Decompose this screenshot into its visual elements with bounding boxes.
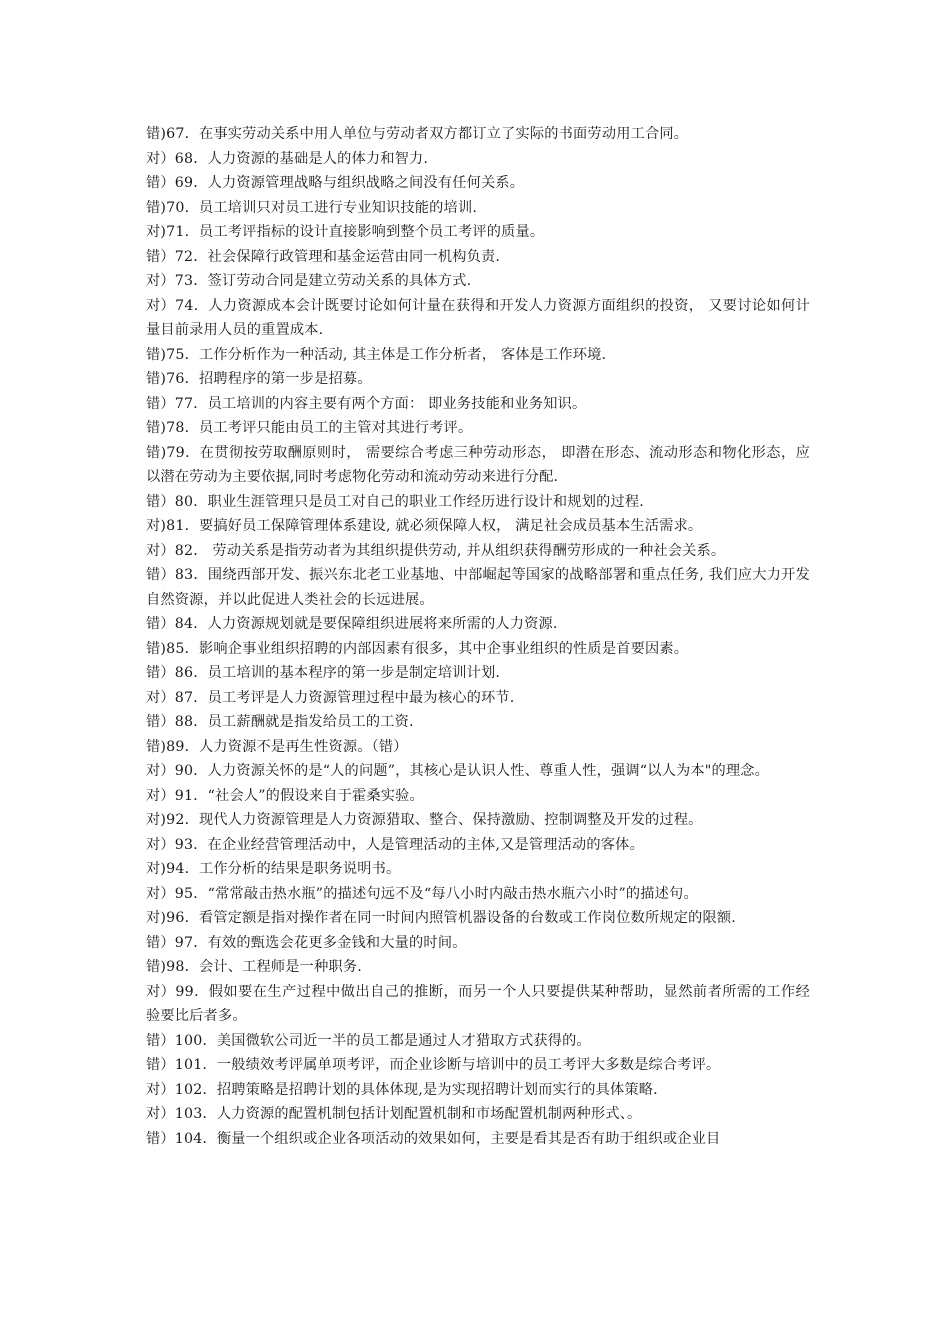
question-item: 错)76．招聘程序的第一步是招募。 [146,371,372,387]
question-item: 错）100．美国微软公司近一半的员工都是通过人才猎取方式获得的。 [146,1032,591,1049]
question-item: 错)67．在事实劳动关系中用人单位与劳动者双方都订立了实际的书面劳动用工合同。 [146,126,689,142]
question-item: 错）86．员工培训的基本程序的第一步是制定培训计划. [146,665,501,681]
question-item: 对）90．人力资源关怀的是“人的问题”，其核心是认识人性、尊重人性，强调“以人为本"的理念。 [146,763,770,779]
question-item: 对)81．要搞好员工保障管理体系建设, 就必须保障人权， 满足社会成员基本生活需求。 [146,518,703,534]
question-item: 对)92．现代人力资源管理是人力资源猎取、整合、保持激励、控制调整及开发的过程。 [146,812,703,828]
question-item: 错）83．围绕西部开发、振兴东北老工业基地、中部崛起等国家的战略部署和重点任务, 我们应大力开发自然资源，并以此促进人类社会的长远进展。 [146,567,810,608]
question-item: 错)79．在贯彻按劳取酬原则时， 需要综合考虑三种劳动形态， 即潜在形态、流动形态和物化形态，应以潜在劳动为主要依据,同时考虑物化劳动和流动劳动来进行分配. [146,444,810,485]
question-item: 错）77．员工培训的内容主要有两个方面： 即业务技能和业务知识。 [146,395,587,412]
question-item: 对）73．签订劳动合同是建立劳动关系的具体方式. [146,273,472,289]
question-item: 错）104．衡量一个组织或企业各项活动的效果如何，主要是看其是否有助于组织或企业目 [146,1130,721,1147]
question-item: 对）82． 劳动关系是指劳动者为其组织提供劳动, 并从组织获得酬劳形成的一种社会关系。 [146,542,726,559]
question-item: 对）68．人力资源的基础是人的体力和智力. [146,150,429,167]
question-item: 错）101．一般绩效考评属单项考评，而企业诊断与培训中的员工考评大多数是综合考评。 [146,1057,721,1073]
question-item: 对）99．假如要在生产过程中做出自己的推断，而另一个人只要提供某种帮助，显然前者所需的工作经验要比后者多。 [146,983,810,1024]
question-item: 对)94．工作分析的结果是职务说明书。 [146,861,401,877]
question-item: 对）95．“常常敲击热水瓶”的描述句远不及“每八小时内敲击热水瓶六小时”的描述句。 [146,885,698,902]
question-item: 对)71．员工考评指标的设计直接影响到整个员工考评的质量。 [146,224,545,240]
question-item: 错)70．员工培训只对员工进行专业知识技能的培训. [146,199,478,216]
question-item: 错)89．人力资源不是再生性资源。（错） [146,738,408,755]
question-item: 错）80．职业生涯管理只是员工对自己的职业工作经历进行设计和规划的过程. [146,493,644,510]
question-item: 错)75．工作分析作为一种活动, 其主体是工作分析者， 客体是工作环境. [146,346,607,363]
question-item: 错）72．社会保障行政管理和基金运营由同一机构负责. [146,248,501,265]
question-item: 对）91．“社会人”的假设来自于霍桑实验。 [146,787,424,804]
question-item: 对）93．在企业经营管理活动中，人是管理活动的主体,又是管理活动的客体。 [146,836,644,853]
question-item: 错）88．员工薪酬就是指发给员工的工资. [146,714,414,730]
document-page [146,122,810,1151]
question-item: 错)98．会计、工程师是一种职务. [146,959,362,975]
question-item: 对）103．人力资源的配置机制包括计划配置机制和市场配置机制两种形式、。 [146,1106,642,1122]
question-item: 错)78．员工考评只能由员工的主管对其进行考评。 [146,420,473,436]
question-item: 错）97．有效的甄选会花更多金钱和大量的时间。 [146,934,467,951]
question-item: 错）69．人力资源管理战略与组织战略之间没有任何关系。 [146,175,525,191]
question-item: 错)85．影响企事业组织招聘的内部因素有很多，其中企事业组织的性质是首要因素。 [146,640,689,657]
question-item: 对）102．招聘策略是招聘计划的具体体现,是为实现招聘计划而实行的具体策略. [146,1081,658,1098]
question-item: 对)96．看管定额是指对操作者在同一时间内照管机器设备的台数或工作岗位数所规定的限额. [146,910,737,926]
question-item: 错）84．人力资源规划就是要保障组织进展将来所需的人力资源. [146,616,558,632]
question-item: 对）87．员工考评是人力资源管理过程中最为核心的环节. [146,689,515,706]
question-item: 对）74．人力资源成本会计既要讨论如何计量在获得和开发人力资源方面组织的投资， 又要讨论如何计量目前录用人员的重置成本. [146,297,810,338]
